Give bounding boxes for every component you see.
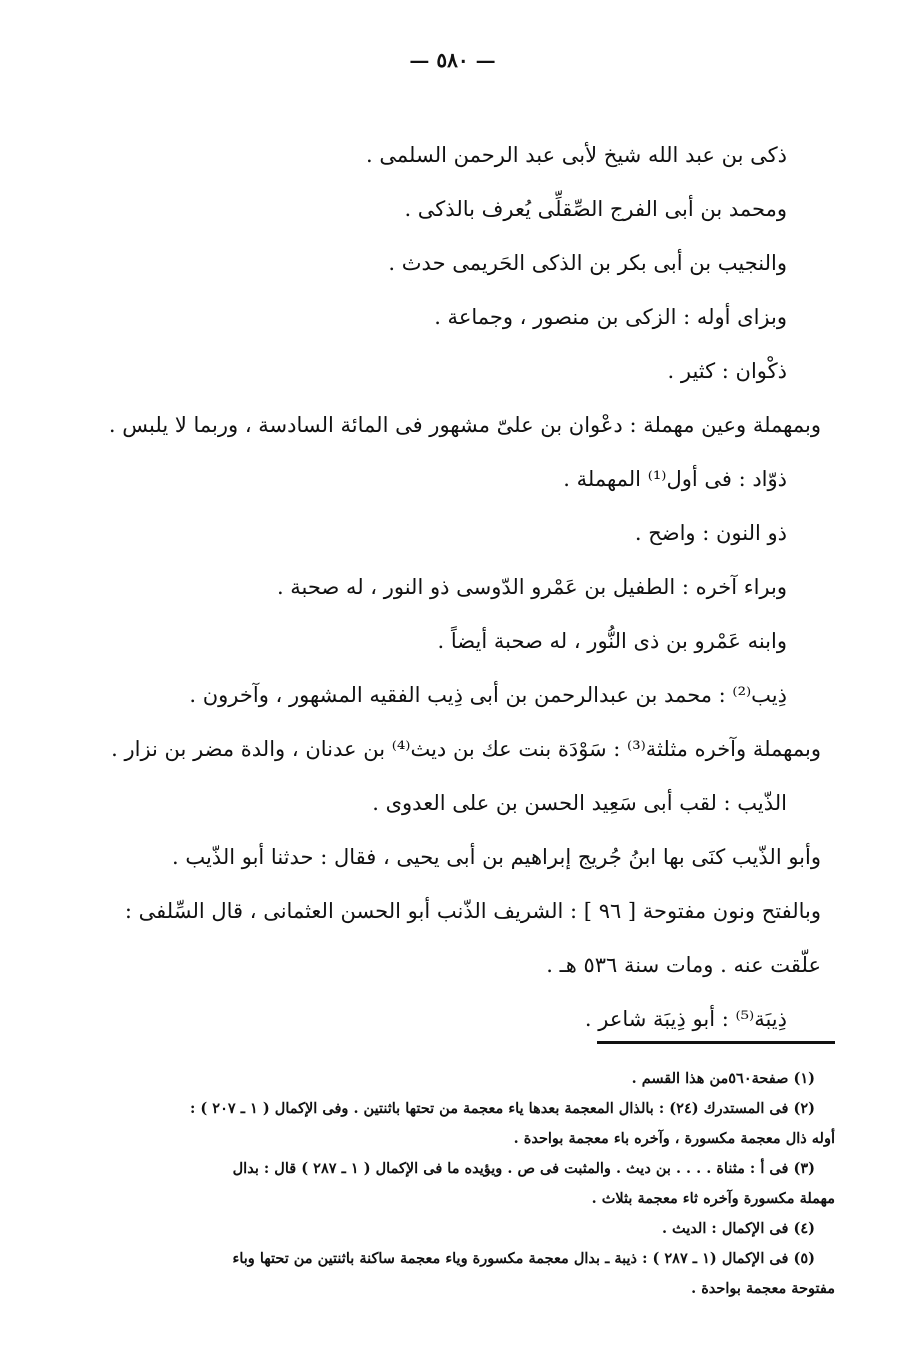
footnote-line: (٤) فى الإكمال : الديث . (661, 1220, 815, 1237)
text-line: علّقت عنه . ومات سنة ٥٣٦ هـ . (546, 953, 821, 977)
text-line: ذوّاد : فى أول⁽¹⁾ المهملة . (563, 467, 787, 491)
footnotes (65, 1064, 835, 1304)
text-line: وأبو الذّيب كنَى بها ابنُ جُريج إبراهيم بن أبى يحيى ، فقال : حدثنا أبو الذّيب . (171, 845, 821, 869)
footnote-line: مفتوحة معجمة بواحدة . (691, 1280, 835, 1297)
text-line: وبمهملة وعين مهملة : دعْوان بن علىّ مشهور فى المائة السادسة ، وربما لا يلبس . (108, 413, 821, 437)
text-line: والنجيب بن أبى بكر بن الذكى الحَريمى حدث . (388, 251, 787, 275)
footnote-separator (597, 1041, 835, 1044)
footnote-line: أوله ذال معجمة مكسورة ، وآخره باء معجمة بواحدة . (513, 1130, 835, 1147)
text-line: وابنه عَمْرو بن ذى النُّور ، له صحبة أيضاً . (437, 629, 787, 653)
text-line: ذو النون : واضح . (634, 521, 787, 545)
footnote-line: (٥) فى الإكمال (١ ـ ٢٨٧ ) : ذيبة ـ بدال معجمة مكسورة وياء معجمة ساكنة باثنتين من تحتها وباء (232, 1250, 815, 1267)
footnote-line: (١) صفحة٥٦٠من هذا القسم . (631, 1070, 815, 1087)
main-text (97, 128, 821, 1046)
text-line: وبراء آخره : الطفيل بن عَمْرو الدّوسى ذو النور ، له صحبة . (276, 575, 787, 599)
text-line: الذّيب : لقب أبى سَعِيد الحسن بن على العدوى . (372, 791, 787, 815)
text-line: ذكْوان : كثير . (667, 359, 787, 383)
text-line: ومحمد بن أبى الفرج الصِّقلِّى يُعرف بالذكى . (404, 197, 787, 221)
text-line: وبمهملة وآخره مثلثة⁽³⁾ : سَوْدَة بنت عك بن ديث⁽⁴⁾ بن عدنان ، والدة مضر بن نزار . (111, 737, 821, 761)
text-line: ذِيبَة⁽⁵⁾ : أبو ذِيبَة شاعر . (584, 1007, 787, 1031)
text-line: ذِيب⁽²⁾ : محمد بن عبدالرحمن بن أبى ذِيب الفقيه المشهور ، وآخرون . (189, 683, 787, 707)
text-line: وبالفتح ونون مفتوحة [ ٩٦ ] : الشريف الذّنب أبو الحسن العثمانى ، قال السِّلفى : (124, 899, 821, 923)
footnote-line: (٢) فى المستدرك (٢٤) : بالذال المعجمة بعدها ياء معجمة من تحتها باثنتين . وفى الإكمال ( ١ ـ ٢٠٧ ) : (189, 1100, 815, 1117)
footnote-line: مهملة مكسورة وآخره ثاء معجمة بثلاث . (591, 1190, 835, 1207)
page-number: — ٥٨٠ — (409, 48, 496, 72)
text-line: ذكى بن عبد الله شيخ لأبى عبد الرحمن السلمى . (366, 143, 787, 167)
text-line: وبزاى أوله : الزكى بن منصور ، وجماعة . (434, 305, 787, 329)
footnote-line: (٣) فى أ : مثناة . . . . بن ديث . والمثبت فى ص . ويؤيده ما فى الإكمال ( ١ ـ ٢٨٧ ) قال : بدال (232, 1160, 815, 1177)
